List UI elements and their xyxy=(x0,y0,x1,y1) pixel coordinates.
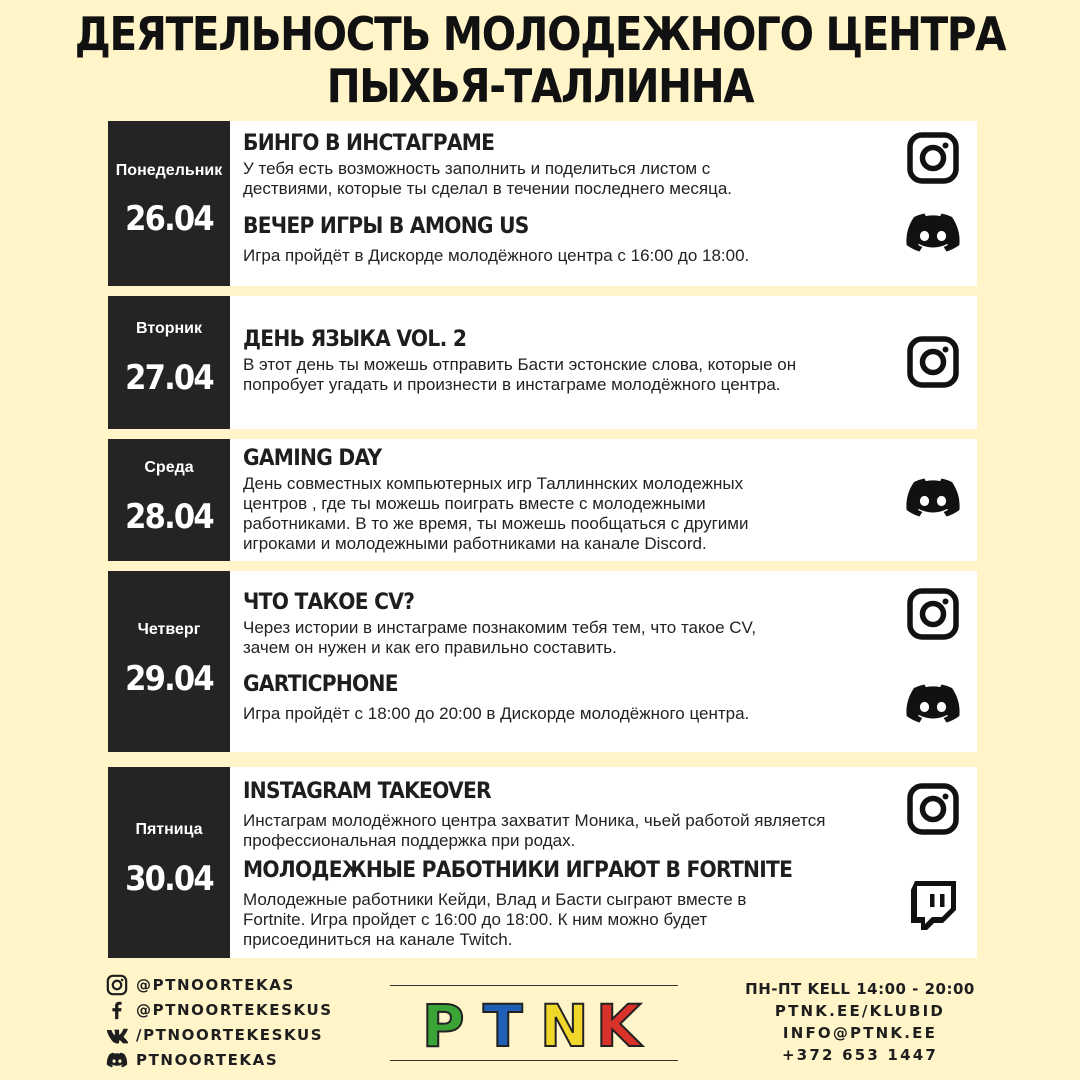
day-name: Пятница xyxy=(135,821,203,838)
social-label: @PTNOORTEKAS xyxy=(136,975,295,994)
event-description: Игра пройдёт с 18:00 до 20:00 в Дискорде молодёжного центра. xyxy=(243,704,750,723)
page-title xyxy=(65,8,1015,112)
social-vk[interactable] xyxy=(104,1022,333,1047)
event-description: У тебя есть возможность заполнить и поделиться листом с дествиями, которые ты сделал в течении последнего месяца. xyxy=(243,159,733,198)
vk-icon xyxy=(104,1024,130,1046)
day-block-friday xyxy=(108,767,977,958)
day-name: Понедельник xyxy=(115,162,223,179)
event-description: Молодежные работники Кейди, Влад и Басти сыграют вместе в Fortnite. Игра пройдет с 16:00 до 18:00. К ним можно будет присоединиться на канале Twitch. xyxy=(243,890,747,949)
event-title: МОЛОДЕЖНЫЕ РАБОТНИКИ ИГРАЮТ В FORTNITE xyxy=(243,858,793,883)
day-date: 28.04 xyxy=(125,497,213,537)
event-item xyxy=(243,446,893,554)
day-column xyxy=(108,296,230,429)
event-description: День совместных компьютерных игр Таллиннских молодежных центров , где ты можешь поиграть вместе с молодежными работниками. В то же время, ты можешь пообщаться с другими игроками и молодежными работниками на канале Discord. xyxy=(243,474,749,553)
day-name: Среда xyxy=(144,459,194,476)
event-title: INSTAGRAM TAKEOVER xyxy=(243,779,491,804)
ptnk-logo xyxy=(390,985,678,1061)
event-description: Через истории в инстаграме познакомим тебя тем, что такое CV, зачем он нужен и как его правильно составить. xyxy=(243,618,757,657)
twitch-icon[interactable] xyxy=(903,879,963,931)
event-item xyxy=(243,131,893,199)
logo-letter-n: N xyxy=(540,992,589,1060)
title-line-2: ПЫХЬЯ-ТАЛЛИННА xyxy=(326,59,754,113)
email-link[interactable]: INFO@PTNK.EE xyxy=(782,1024,938,1042)
day-date: 26.04 xyxy=(125,199,213,239)
instagram-icon[interactable] xyxy=(903,588,963,640)
event-title: ДЕНЬ ЯЗЫКА VOL. 2 xyxy=(243,327,467,352)
day-column xyxy=(108,767,230,958)
website-link[interactable]: PTNK.EE/KLUBID xyxy=(774,1002,946,1020)
event-item xyxy=(243,672,893,724)
instagram-icon[interactable] xyxy=(903,336,963,388)
day-name: Четверг xyxy=(137,621,201,638)
day-block-wednesday xyxy=(108,439,977,561)
facebook-icon xyxy=(104,999,130,1021)
event-title: GARTICPHONE xyxy=(243,672,398,697)
instagram-icon[interactable] xyxy=(903,783,963,835)
event-item xyxy=(243,858,893,950)
day-date: 27.04 xyxy=(125,358,213,398)
event-item xyxy=(243,214,893,266)
discord-icon[interactable] xyxy=(903,474,963,526)
event-description: Игра пройдёт в Дискорде молодёжного центра с 16:00 до 18:00. xyxy=(243,246,750,265)
social-label: PTNOORTEKAS xyxy=(136,1050,279,1069)
day-column xyxy=(108,571,230,752)
event-title: GAMING DAY xyxy=(243,446,382,471)
title-line-1: ДЕЯТЕЛЬНОСТЬ МОЛОДЕЖНОГО ЦЕНТРА xyxy=(74,7,1006,61)
social-label: /PTNOORTEKESKUS xyxy=(136,1025,324,1044)
day-block-tuesday xyxy=(108,296,977,429)
day-name: Вторник xyxy=(135,320,203,337)
phone-number[interactable]: +372 653 1447 xyxy=(782,1046,938,1064)
event-description: В этот день ты можешь отправить Басти эстонские слова, которые он попробует угадать и произнести в инстаграме молодёжного центра. xyxy=(243,355,797,394)
day-column xyxy=(108,121,230,286)
logo-letter-p: P xyxy=(422,992,465,1060)
social-discord[interactable] xyxy=(104,1047,333,1072)
event-item xyxy=(243,779,893,851)
opening-hours: ПН-ПТ KELL 14:00 - 20:00 xyxy=(745,980,975,998)
discord-icon[interactable] xyxy=(903,680,963,732)
instagram-icon[interactable] xyxy=(903,132,963,184)
event-description: Инстаграм молодёжного центра захватит Моника, чьей работой является профессиональная поддержка при родах. xyxy=(243,811,826,850)
day-block-monday xyxy=(108,121,977,286)
event-item xyxy=(243,327,893,395)
day-date: 30.04 xyxy=(125,859,213,899)
event-item xyxy=(243,590,893,658)
event-title: БИНГО В ИНСТАГРАМЕ xyxy=(243,131,495,156)
social-label: @PTNOORTEKESKUS xyxy=(136,1000,333,1019)
day-column xyxy=(108,439,230,561)
logo-letter-k: K xyxy=(596,992,641,1060)
day-date: 29.04 xyxy=(125,659,213,699)
discord-icon xyxy=(104,1049,130,1071)
instagram-icon xyxy=(104,974,130,996)
event-title: ЧТО ТАКОЕ CV? xyxy=(243,590,415,615)
day-block-thursday xyxy=(108,571,977,752)
discord-icon[interactable] xyxy=(903,209,963,261)
logo-letter-t: T xyxy=(483,992,523,1060)
contact-info xyxy=(730,978,990,1066)
event-title: ВЕЧЕР ИГРЫ В AMONG US xyxy=(243,214,529,239)
social-facebook[interactable] xyxy=(104,997,333,1022)
social-links xyxy=(104,972,333,1072)
social-instagram[interactable] xyxy=(104,972,333,997)
